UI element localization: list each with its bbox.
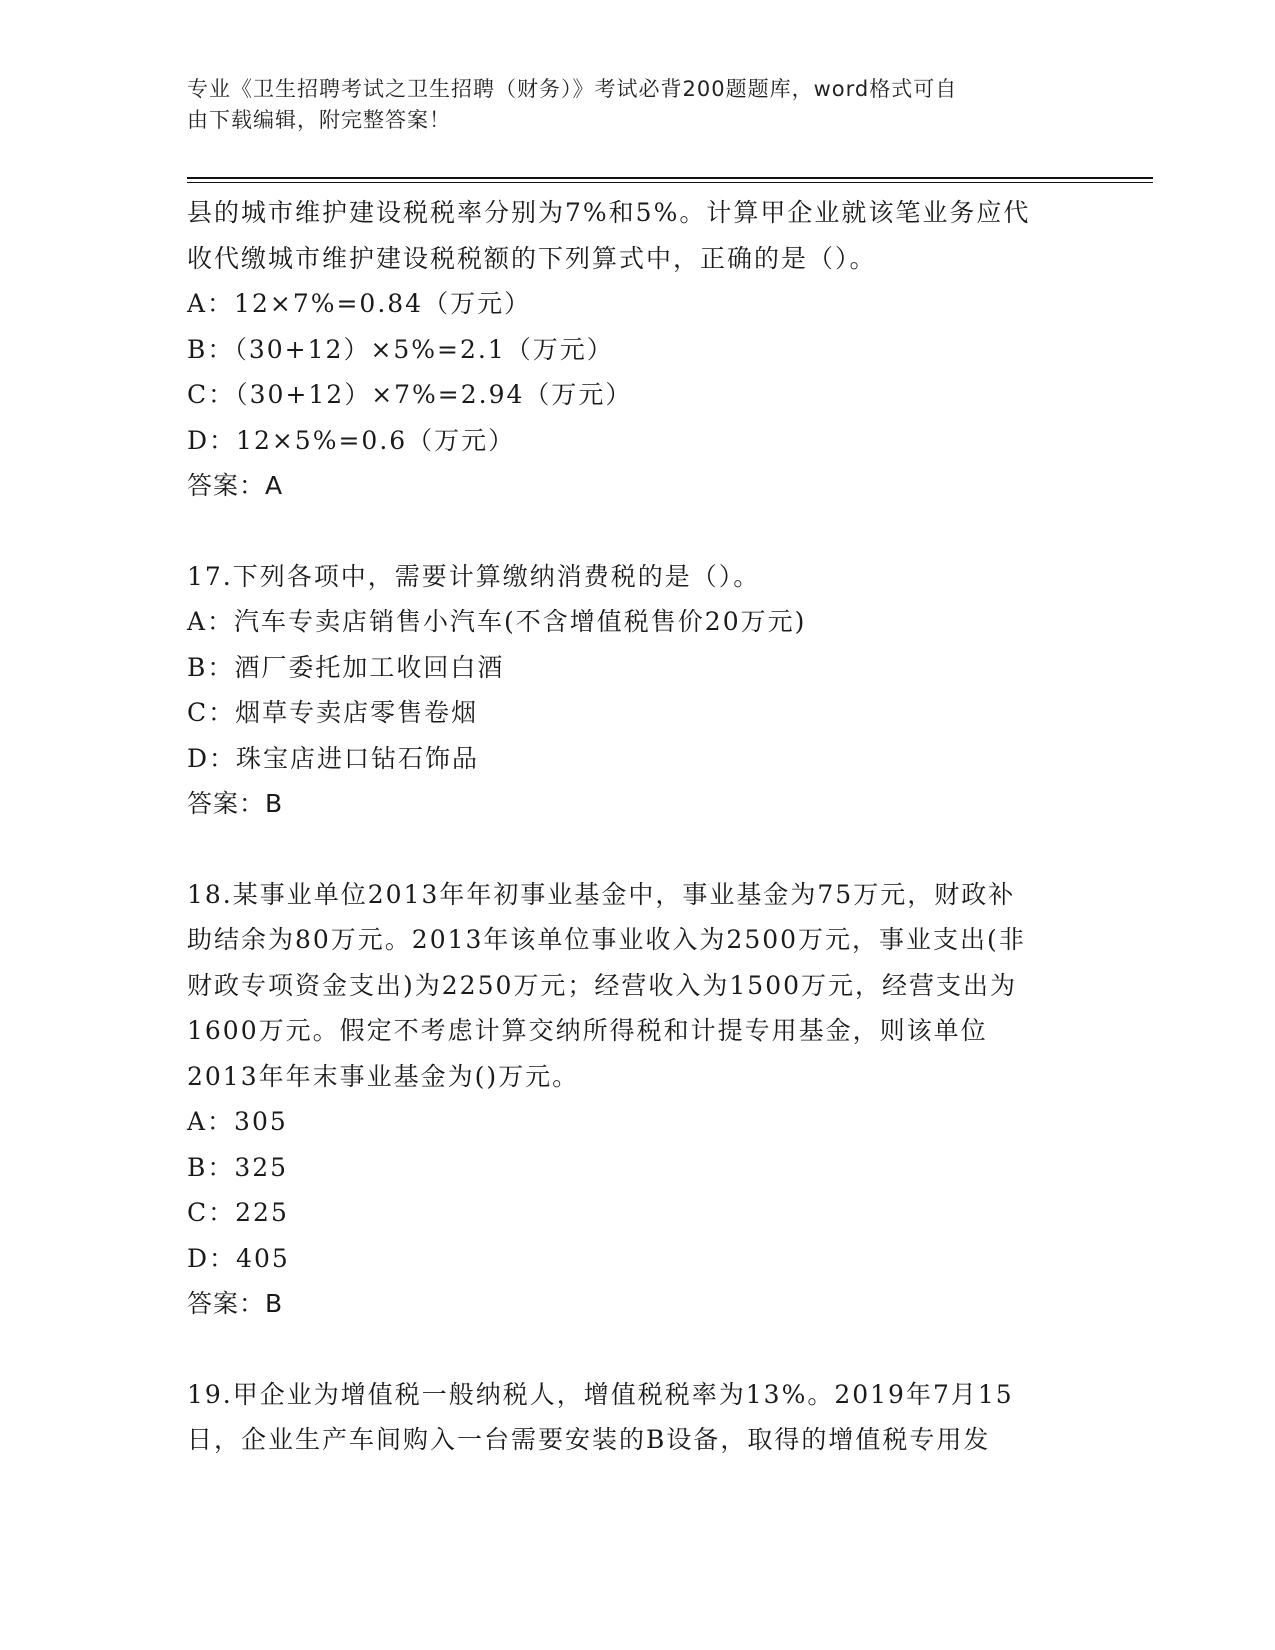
question-text-line: 县的城市维护建设税税率分别为7%和5%。计算甲企业就该笔业务应代: [187, 198, 1031, 227]
question-text-line: 日，企业生产车间购入一台需要安装的B设备，取得的增值税专用发: [187, 1425, 991, 1454]
option-d: D：珠宝店进口钻石饰品: [187, 743, 480, 773]
option-b: B：325: [187, 1152, 289, 1182]
option-d: D：405: [187, 1243, 290, 1273]
answer-label: 答案：B: [187, 789, 284, 818]
block-spacer: [187, 1327, 1087, 1372]
header-line-1: 专业《卫生招聘考试之卫生招聘（财务）》考试必背200题题库，word格式可自: [187, 77, 958, 101]
document-header: [187, 74, 1067, 136]
question-text-line: 19.甲企业为增值税一般纳税人，增值税税率为13%。2019年7月15: [187, 1379, 1014, 1409]
header-line-2: 由下载编辑，附完整答案！: [187, 108, 451, 132]
option-d: D：12×5%=0.6（万元）: [187, 425, 516, 455]
answer-label: 答案：A: [187, 471, 284, 500]
option-a: A：汽车专卖店销售小汽车(不含增值税售价20万元): [187, 607, 807, 636]
option-b: B：（30+12）×5%=2.1（万元）: [187, 334, 614, 364]
header-rule-thin: [187, 182, 1153, 183]
option-a: A：12×7%=0.84（万元）: [187, 289, 532, 318]
option-c: C：（30+12）×7%=2.94（万元）: [187, 380, 633, 409]
question-block-18: [187, 872, 1087, 1327]
question-text-line: 18.某事业单位2013年年初事业基金中，事业基金为75万元，财政补: [187, 879, 1016, 909]
option-b: B：酒厂委托加工收回白酒: [187, 652, 505, 682]
question-text-line: 2013年年末事业基金为()万元。: [187, 1061, 580, 1091]
question-list: [187, 190, 1087, 1463]
answer-label: 答案：B: [187, 1289, 284, 1318]
question-block-16: [187, 190, 1087, 509]
question-block-17: [187, 554, 1087, 827]
question-text-line: 收代缴城市维护建设税税额的下列算式中，正确的是（）。: [187, 243, 877, 273]
question-text-line: 17.下列各项中，需要计算缴纳消费税的是（）。: [187, 561, 761, 591]
option-c: C：烟草专卖店零售卷烟: [187, 698, 479, 727]
header-rule-thick: [187, 177, 1153, 179]
question-block-19: [187, 1372, 1087, 1463]
option-c: C：225: [187, 1198, 289, 1227]
option-a: A：305: [187, 1107, 288, 1136]
question-text-line: 助结余为80万元。2013年该单位事业收入为2500万元，事业支出(非: [187, 925, 1026, 954]
block-spacer: [187, 827, 1087, 872]
block-spacer: [187, 509, 1087, 554]
question-text-line: 1600万元。假定不考虑计算交纳所得税和计提专用基金，则该单位: [187, 1016, 988, 1045]
question-text-line: 财政专项资金支出)为2250万元；经营收入为1500万元，经营支出为: [187, 970, 1018, 1000]
